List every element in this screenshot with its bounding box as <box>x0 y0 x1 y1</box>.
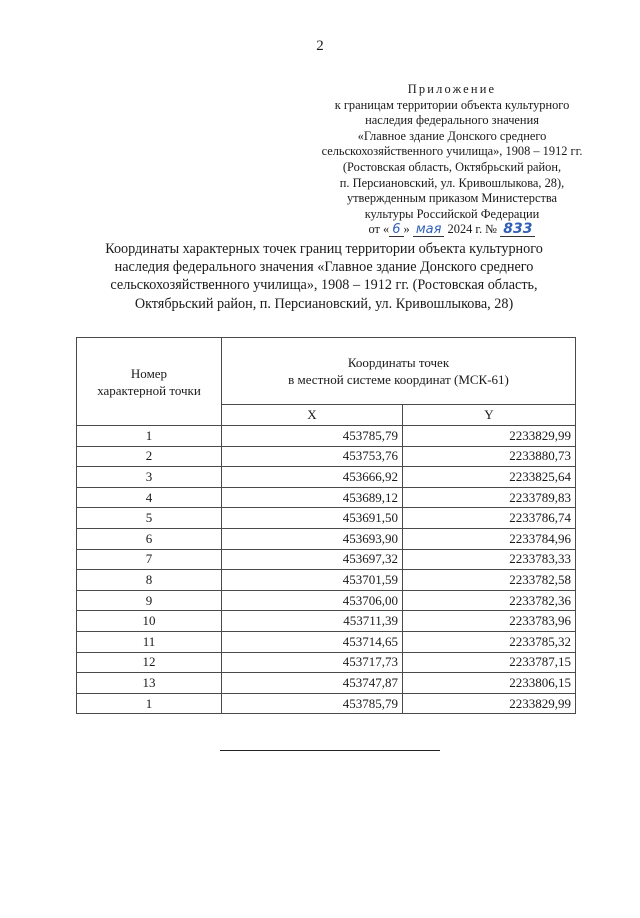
title-line: Координаты характерных точек границ территории объекта культурного <box>105 241 543 257</box>
coord-y: 2233782,58 <box>403 570 576 591</box>
table-row <box>77 446 576 467</box>
title-line: сельскохозяйственного училища», 1908 – 1912 гг. (Ростовская область, <box>110 277 538 294</box>
coord-x: 453689,12 <box>222 487 403 508</box>
header-y: Y <box>403 405 576 426</box>
coord-y: 2233782,36 <box>403 590 576 611</box>
coord-y: 2233825,64 <box>403 467 576 488</box>
coord-y: 2233829,99 <box>403 426 576 447</box>
coord-x: 453666,92 <box>222 467 403 488</box>
table-row <box>77 673 576 694</box>
appendix-line: сельскохозяйственного училища», 1908 – 1912 гг. <box>321 144 583 159</box>
point-number: 7 <box>77 549 222 570</box>
appendix-heading: Приложение <box>407 82 497 96</box>
table-row <box>77 590 576 611</box>
table-row <box>77 570 576 591</box>
point-number: 2 <box>77 446 222 467</box>
header-coordinates <box>222 338 576 405</box>
title-line: наследия федерального значения «Главное здание Донского среднего <box>114 259 534 276</box>
coord-y: 2233785,32 <box>403 631 576 652</box>
handwritten-order-number: 833 <box>500 223 535 237</box>
order-date-line <box>318 222 586 238</box>
order-date-mid: » <box>403 222 410 237</box>
header-x: X <box>222 405 403 426</box>
header-coordinates-line1: Координаты точек <box>347 355 450 370</box>
coord-x: 453785,79 <box>222 693 403 714</box>
appendix-block <box>318 82 586 238</box>
point-number: 4 <box>77 487 222 508</box>
appendix-line: «Главное здание Донского среднего <box>357 128 547 143</box>
point-number: 13 <box>77 673 222 694</box>
coord-y: 2233787,15 <box>403 652 576 673</box>
table-row <box>77 528 576 549</box>
header-point-number-line1: Номер <box>130 365 168 381</box>
order-year-text: 2024 г. № <box>447 222 498 237</box>
table-row <box>77 693 576 714</box>
point-number: 9 <box>77 590 222 611</box>
appendix-line: п. Персиановский, ул. Кривошлыкова, 28), <box>339 175 565 190</box>
coord-y: 2233784,96 <box>403 528 576 549</box>
appendix-line: культуры Российской Федерации <box>364 206 540 221</box>
table-row <box>77 508 576 529</box>
coord-y: 2233786,74 <box>403 508 576 529</box>
point-number: 6 <box>77 528 222 549</box>
title-line: Октябрьский район, п. Персиановский, ул. Кривошлыкова, 28) <box>134 295 514 312</box>
coord-x: 453753,76 <box>222 446 403 467</box>
appendix-line: наследия федерального значения <box>365 113 539 128</box>
coord-x: 453711,39 <box>222 611 403 632</box>
table-row <box>77 487 576 508</box>
coord-y: 2233783,96 <box>403 611 576 632</box>
table-row <box>77 652 576 673</box>
table-row <box>77 467 576 488</box>
coord-y: 2233806,15 <box>403 673 576 694</box>
coord-x: 453717,73 <box>222 652 403 673</box>
point-number: 11 <box>77 631 222 652</box>
coord-x: 453697,32 <box>222 549 403 570</box>
handwritten-day: 6 <box>389 223 403 237</box>
coord-x: 453691,50 <box>222 508 403 529</box>
header-point-number <box>77 338 222 426</box>
header-coordinates-line2: в местной системе координат (МСК-61) <box>288 372 509 387</box>
document-end-line <box>220 750 440 751</box>
coord-x: 453701,59 <box>222 570 403 591</box>
coord-x: 453747,87 <box>222 673 403 694</box>
handwritten-month: мая <box>413 223 445 237</box>
point-number: 12 <box>77 652 222 673</box>
page-number: 2 <box>316 38 324 54</box>
order-date-prefix: от « <box>368 222 390 237</box>
coord-x: 453714,65 <box>222 631 403 652</box>
coordinates-table <box>76 337 576 714</box>
coord-x: 453706,00 <box>222 590 403 611</box>
appendix-line: утвержденным приказом Министерства <box>346 191 558 206</box>
coord-x: 453785,79 <box>222 426 403 447</box>
point-number: 10 <box>77 611 222 632</box>
table-row <box>77 426 576 447</box>
point-number: 1 <box>77 693 222 714</box>
table-row <box>77 631 576 652</box>
header-point-number-line2: характерной точки <box>97 382 201 398</box>
coord-y: 2233829,99 <box>403 693 576 714</box>
appendix-line: (Ростовская область, Октябрьский район, <box>342 159 562 174</box>
point-number: 1 <box>77 426 222 447</box>
coord-x: 453693,90 <box>222 528 403 549</box>
appendix-line: к границам территории объекта культурного <box>334 97 570 112</box>
point-number: 8 <box>77 570 222 591</box>
coord-y: 2233789,83 <box>403 487 576 508</box>
table-row <box>77 549 576 570</box>
coord-y: 2233783,33 <box>403 549 576 570</box>
point-number: 5 <box>77 508 222 529</box>
table-row <box>77 611 576 632</box>
coord-y: 2233880,73 <box>403 446 576 467</box>
point-number: 3 <box>77 467 222 488</box>
document-title <box>80 240 568 313</box>
